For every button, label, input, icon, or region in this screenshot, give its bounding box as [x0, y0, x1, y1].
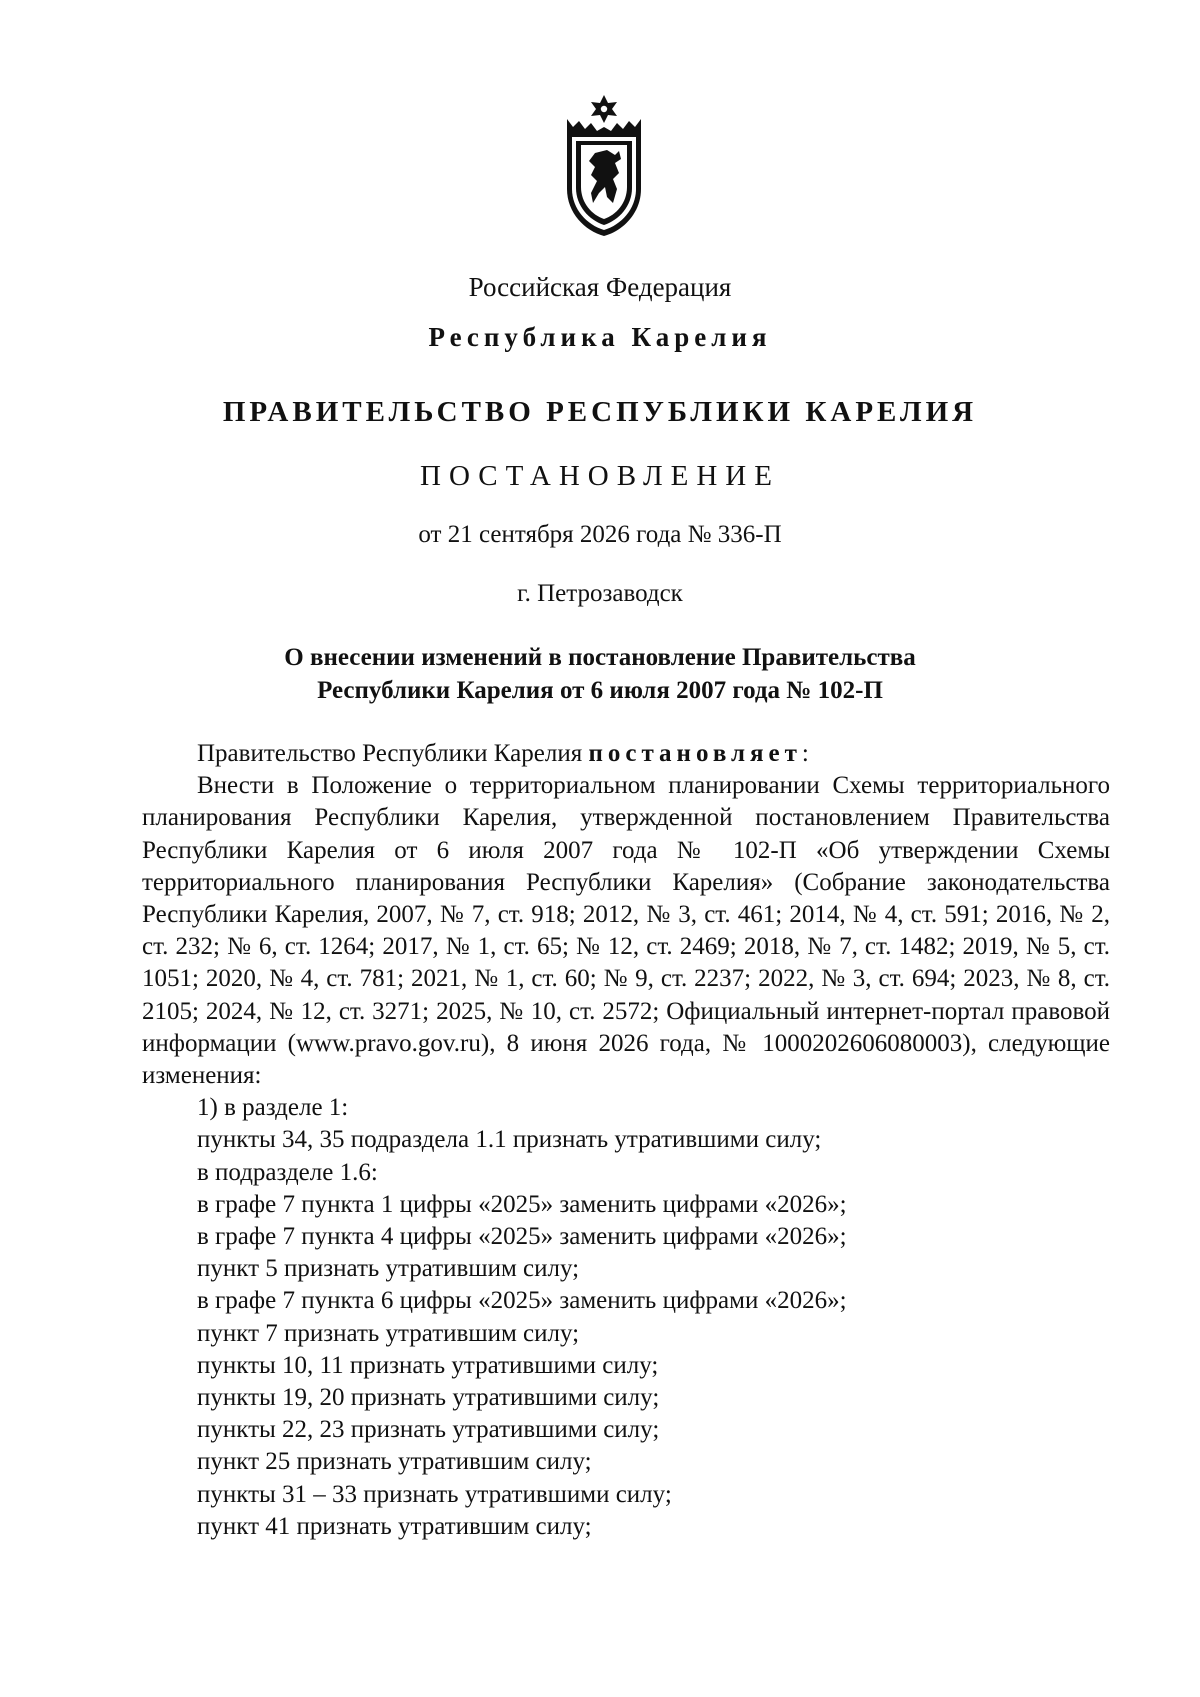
- decree-date-number: от 21 сентября 2026 года № 336-П: [418, 521, 782, 548]
- list-item: 1) в разделе 1:: [197, 1094, 349, 1122]
- list-item: в подразделе 1.6:: [197, 1158, 378, 1186]
- decree-body: [142, 738, 1110, 1543]
- preamble-spaced-verb: постановляет: [588, 740, 802, 767]
- list-item: в графе 7 пункта 4 цифры «2025» заменить цифрами «2026»;: [197, 1223, 847, 1251]
- decree-title-line-2: Республики Карелия от 6 июля 2007 года № 102-П: [317, 677, 883, 704]
- government-name: ПРАВИТЕЛЬСТВО РЕСПУБЛИКИ КАРЕЛИЯ: [222, 396, 978, 428]
- list-item: пункт 5 признать утратившим силу;: [197, 1255, 580, 1283]
- decree-title: [0, 641, 1200, 707]
- list-item: пункт 41 признать утратившим силу;: [197, 1512, 592, 1540]
- main-paragraph: Внести в Положение о территориальном планировании Схемы территориального планирования Республики Карелия, утвержденной постановлением Правительства Республики Карелия от 6 июля 2007 года № 102-П «Об утверждении Схемы территориального планирования Республики Карелия» (Собрание законодательства Республики Карелия, 2007, № 7, ст. 918; 2012, № 3, ст. 461; 2014, № 4, ст. 591; 2016, № 2, ст. 232; № 6, ст. 1264; 2017, № 1, ст. 65; № 12, ст. 2469; 2018, № 7, ст. 1482; 2019, № 5, ст. 1051; 2020, № 4, ст. 781; 2021, № 1, ст. 60; № 9, ст. 2237; 2022, № 3, ст. 694; 2023, № 8, ст. 2105; 2024, № 12, ст. 3271; 2025, № 10, ст. 2572; Официальный интернет-портал правовой информации (www.pravo.gov.ru), 8 июня 2026 года, № 1000202606080003), следующие изменения:: [142, 772, 1110, 1090]
- list-item: пункты 10, 11 признать утратившими силу;: [197, 1351, 659, 1379]
- preamble: [142, 738, 1110, 770]
- list-item: в графе 7 пункта 6 цифры «2025» заменить цифрами «2026»;: [197, 1287, 847, 1315]
- republic-name: Республика Карелия: [428, 322, 772, 352]
- decree-type: ПОСТАНОВЛЕНИЕ: [420, 460, 780, 492]
- country-name: Российская Федерация: [468, 272, 732, 302]
- list-item: в графе 7 пункта 1 цифры «2025» заменить цифрами «2026»;: [197, 1190, 847, 1218]
- decree-title-line-1: О внесении изменений в постановление Правительства: [284, 644, 916, 671]
- list-item: пункты 22, 23 признать утратившими силу;: [197, 1416, 660, 1444]
- list-item: пункты 31 – 33 признать утратившими силу;: [197, 1480, 672, 1508]
- list-item: пункт 25 признать утратившим силу;: [197, 1448, 592, 1476]
- list-item: пункты 34, 35 подраздела 1.1 признать утратившими силу;: [197, 1126, 822, 1154]
- amendment-list: [142, 1092, 1110, 1543]
- decree-city: г. Петрозаводск: [517, 580, 683, 607]
- list-item: пункт 7 признать утратившим силу;: [197, 1319, 580, 1347]
- list-item: пункты 19, 20 признать утратившими силу;: [197, 1384, 660, 1412]
- preamble-tail: :: [801, 740, 809, 767]
- karelia-coat-of-arms-icon: [557, 93, 651, 239]
- preamble-lead: Правительство Республики Карелия: [197, 740, 589, 767]
